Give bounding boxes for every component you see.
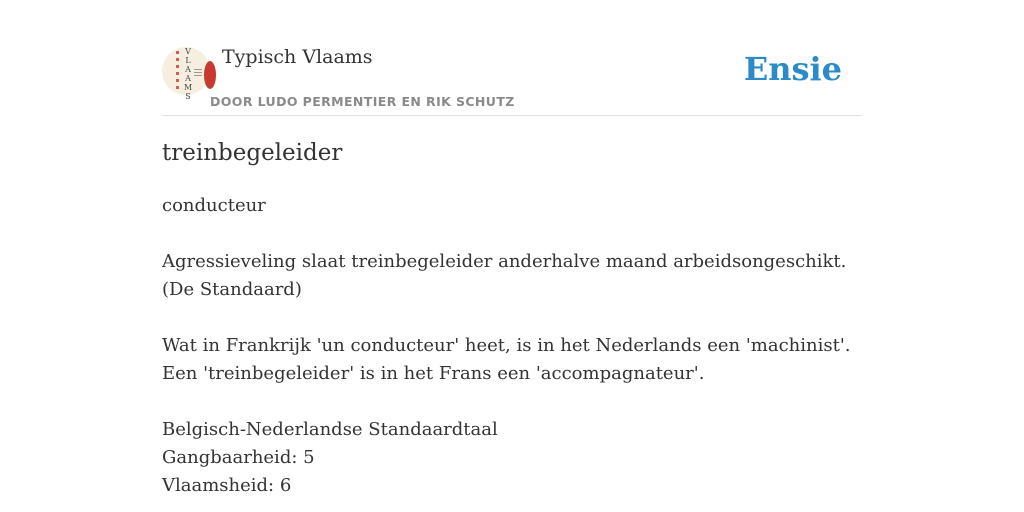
logo-fine-print xyxy=(194,69,202,77)
entry-vlaamsheid: Vlaamsheid: 6 xyxy=(162,475,292,496)
entry-meta xyxy=(162,416,862,500)
ensie-brand-link[interactable]: Ensie xyxy=(743,50,842,88)
header xyxy=(162,0,862,116)
entry-note: Wat in Frankrijk 'un conducteur' heet, is in het Nederlands een 'machinist'. Een 'treinbegeleider' is in het Frans een 'accompagnateur'. xyxy=(162,335,851,384)
author-byline: DOOR LUDO PERMENTIER EN RIK SCHUTZ xyxy=(210,94,515,109)
entry-body xyxy=(162,192,862,500)
logo-red-stripes xyxy=(176,51,179,91)
entry-definition: conducteur xyxy=(162,195,266,216)
entry-example xyxy=(162,248,862,304)
logo-letters: V L A A M S xyxy=(184,47,193,101)
example-quote: Agressieveling slaat treinbegeleider anderhalve maand arbeidsongeschikt. xyxy=(162,251,847,272)
entry-term-title: treinbegeleider xyxy=(162,140,343,166)
example-source: (De Standaard) xyxy=(162,279,302,300)
blog-title-link[interactable]: Typisch Vlaams xyxy=(222,46,373,68)
entry-gangbaarheid: Gangbaarheid: 5 xyxy=(162,447,315,468)
entry-classification: Belgisch-Nederlandse Standaardtaal xyxy=(162,419,498,440)
page-container xyxy=(162,0,862,496)
blog-logo[interactable] xyxy=(162,47,210,101)
logo-red-arc xyxy=(204,61,216,89)
